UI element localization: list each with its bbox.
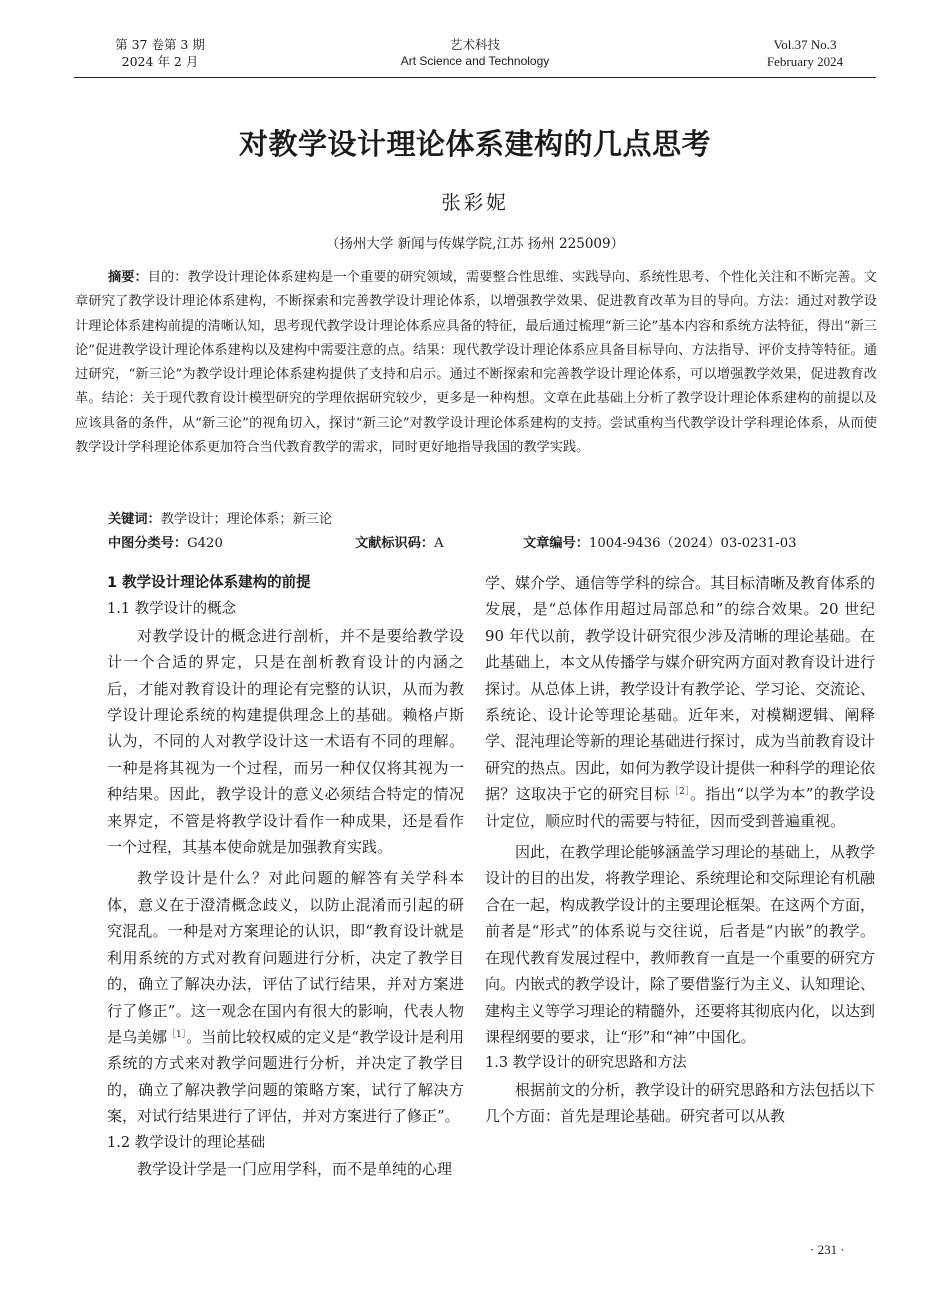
paragraph: 对教学设计的概念进行剖析，并不是要给教学设计一个合适的界定，只是在剖析教育设计的内涵之后，才能对教育设计的理论有完整的认识，从而为教学设计理论系统的构建提供理念上的基础。赖格卢斯认为，不同的人对教学设计这一术语有不同的理解。一种是将其视为一个过程，而另一种仅仅将其视为一种结果。因此，教学设计的意义必须结合特定的情况来界定，不管是将教学设计看作一种成果，还是看作一个过程，其基本使命就是加强教育实践。 <box>107 626 464 857</box>
page-number: · 231 · <box>810 1242 845 1257</box>
document-code-value: A <box>434 536 444 551</box>
paragraph: 根据前文的分析，教学设计的研究思路和方法包括以下几个方面：首先是理论基础。研究者可以从教 <box>485 1080 876 1126</box>
issue-date-en: February 2024 <box>766 54 844 69</box>
volume-issue: 第 37 卷第 3 期 <box>115 37 205 52</box>
article-number-value: 1004-9436（2024）03-0231-03 <box>588 536 797 551</box>
paragraph: 学、媒介学、通信等学科的综合。其目标清晰及教育体系的发展，是“总体作用超过局部总和”的综合效果。20 世纪 90 年代以前，教学设计研究很少涉及清晰的理论基础。在此基础上，本文从传播学与媒介研究两方面对教育设计进行探讨。从总体上讲，教学设计有教学论、学习论、交流论、系统论、设计论等理论基础。近年来，对模糊逻辑、阐释学、混沌理论等新的理论基础进行探讨，成为当前教育设计研究的热点。因此，如何为教学设计提供一种科学的理论依据？这取决于它的研究目标$^{[2]}$。指出“以学为本”的教学设计定位，顺应时代的需要与特征，因而受到普遍重视。 <box>485 574 876 830</box>
clc-number <box>108 532 223 556</box>
keywords-label: 关键词： <box>108 512 161 527</box>
abstract-text: 目的：教学设计理论体系建构是一个重要的研究领域，需要整合性思维、实践导向、系统性思考、个性化关注和不断完善。文章研究了教学设计理论体系建构，不断探索和完善教学设计理论体系，以增强教学效果、促进教育改革为目的导向。方法：通过对教学设计理论体系建构前提的清晰认知，思考现代教学设计理论体系应具备的特征，最后通过梳理“新三论”基本内容和系统方法特征，得出“新三论”促进教学设计理论体系建构以及建构中需要注意的点。结果：现代教学设计理论体系应具备目标导向、方法指导、评价支持等特征。通过研究，“新三论”为教学设计理论体系建构提供了支持和启示。通过不断探索和完善教学设计理论体系，可以增强教学效果，促进教育改革。结论：关于现代教育设计模型研究的学理依据研究较少，更多是一种构想。文章在此基础上分析了教学设计理论体系建构的前提以及应该具备的条件，从“新三论”的视角切入，探讨“新三论”对教学设计理论体系建构的支持。尝试重构当代教学设计学科理论体系，从而使教学设计学科理论体系更加符合当代教育教学的需求，同时更好地指导我国的教学实践。 <box>75 270 877 456</box>
subsection-heading-1-3: 1.3 教学设计的研究思路和方法 <box>485 1055 687 1072</box>
journal-volume-info <box>100 36 220 70</box>
body-column-left <box>107 570 464 1182</box>
journal-name <box>375 36 575 70</box>
section-heading-1: 1 教学设计理论体系建构的前提 <box>107 575 311 591</box>
volume-issue-en: Vol.37 No.3 <box>773 37 837 52</box>
citation-ref: ［2］ <box>669 787 691 798</box>
document-code-label: 文献标识码： <box>355 536 435 551</box>
paragraph: 因此，在教学理论能够涵盖学习理论的基础上，从教学设计的目的出发，将教学理论、系统理论和交际理论有机融合在一起，构成教学设计的主要理论框架。在这两个方面，前者是“形式”的体系说与交往说，后者是“内嵌”的教学。在现代教育发展过程中，教师教育一直是一个重要的研究方向。内嵌式的教学设计，除了要借鉴行为主义、认知理论、建构主义等学习理论的精髓外，还要将其彻底内化，以达到课程纲要的要求，让“形”和“神”中国化。 <box>485 843 876 1046</box>
clc-label: 中图分类号： <box>108 536 188 551</box>
article-title: 对教学设计理论体系建构的几点思考 <box>238 127 711 161</box>
subsection-heading-1-1: 1.1 教学设计的概念 <box>107 601 237 618</box>
author-affiliation: （扬州大学 新闻与传媒学院,江苏 扬州 225009） <box>325 236 625 252</box>
abstract-label: 摘要： <box>108 270 148 285</box>
header-divider <box>74 77 876 78</box>
paragraph: 教学设计学是一门应用学科，而不是单纯的心理 <box>137 1159 453 1178</box>
body-column-right <box>485 570 875 1130</box>
issue-date: 2024 年 2 月 <box>121 54 199 69</box>
clc-value: G420 <box>187 536 223 551</box>
paragraph: 教学设计是什么？对此问题的解答有关学科本体，意义在于澄清概念歧义，以防止混淆而引起的研究混乱。一种是对方案理论的认识，即“教育设计就是利用系统的方式对教育问题进行分析，决定了教学目的，确立了解决办法，评估了试行结果，并对方案进行了修正”。这一观念在国内有很大的影响，代表人物是乌美娜$^{[1]}$。当前比较权威的定义是“教学设计是利用系统的方式来对教学问题进行分析，并决定了教学目的，确立了解决教学问题的策略方案，试行了解决方案，对试行结果进行了评估，并对方案进行了修正”。 <box>107 869 464 1126</box>
journal-name-en: Art Science and Technology <box>400 54 550 68</box>
abstract <box>75 266 877 460</box>
journal-volume-info-en <box>740 36 870 70</box>
article-author: 张彩妮 <box>441 191 509 214</box>
article-number <box>523 532 797 556</box>
keywords-text: 教学设计；理论体系；新三论 <box>160 512 333 527</box>
document-code <box>355 532 444 556</box>
journal-name-cn: 艺术科技 <box>449 37 500 52</box>
citation-ref: ［1］ <box>167 1029 187 1040</box>
article-number-label: 文章编号： <box>523 536 589 551</box>
subsection-heading-1-2: 1.2 教学设计的理论基础 <box>107 1134 266 1151</box>
keywords <box>108 508 332 532</box>
